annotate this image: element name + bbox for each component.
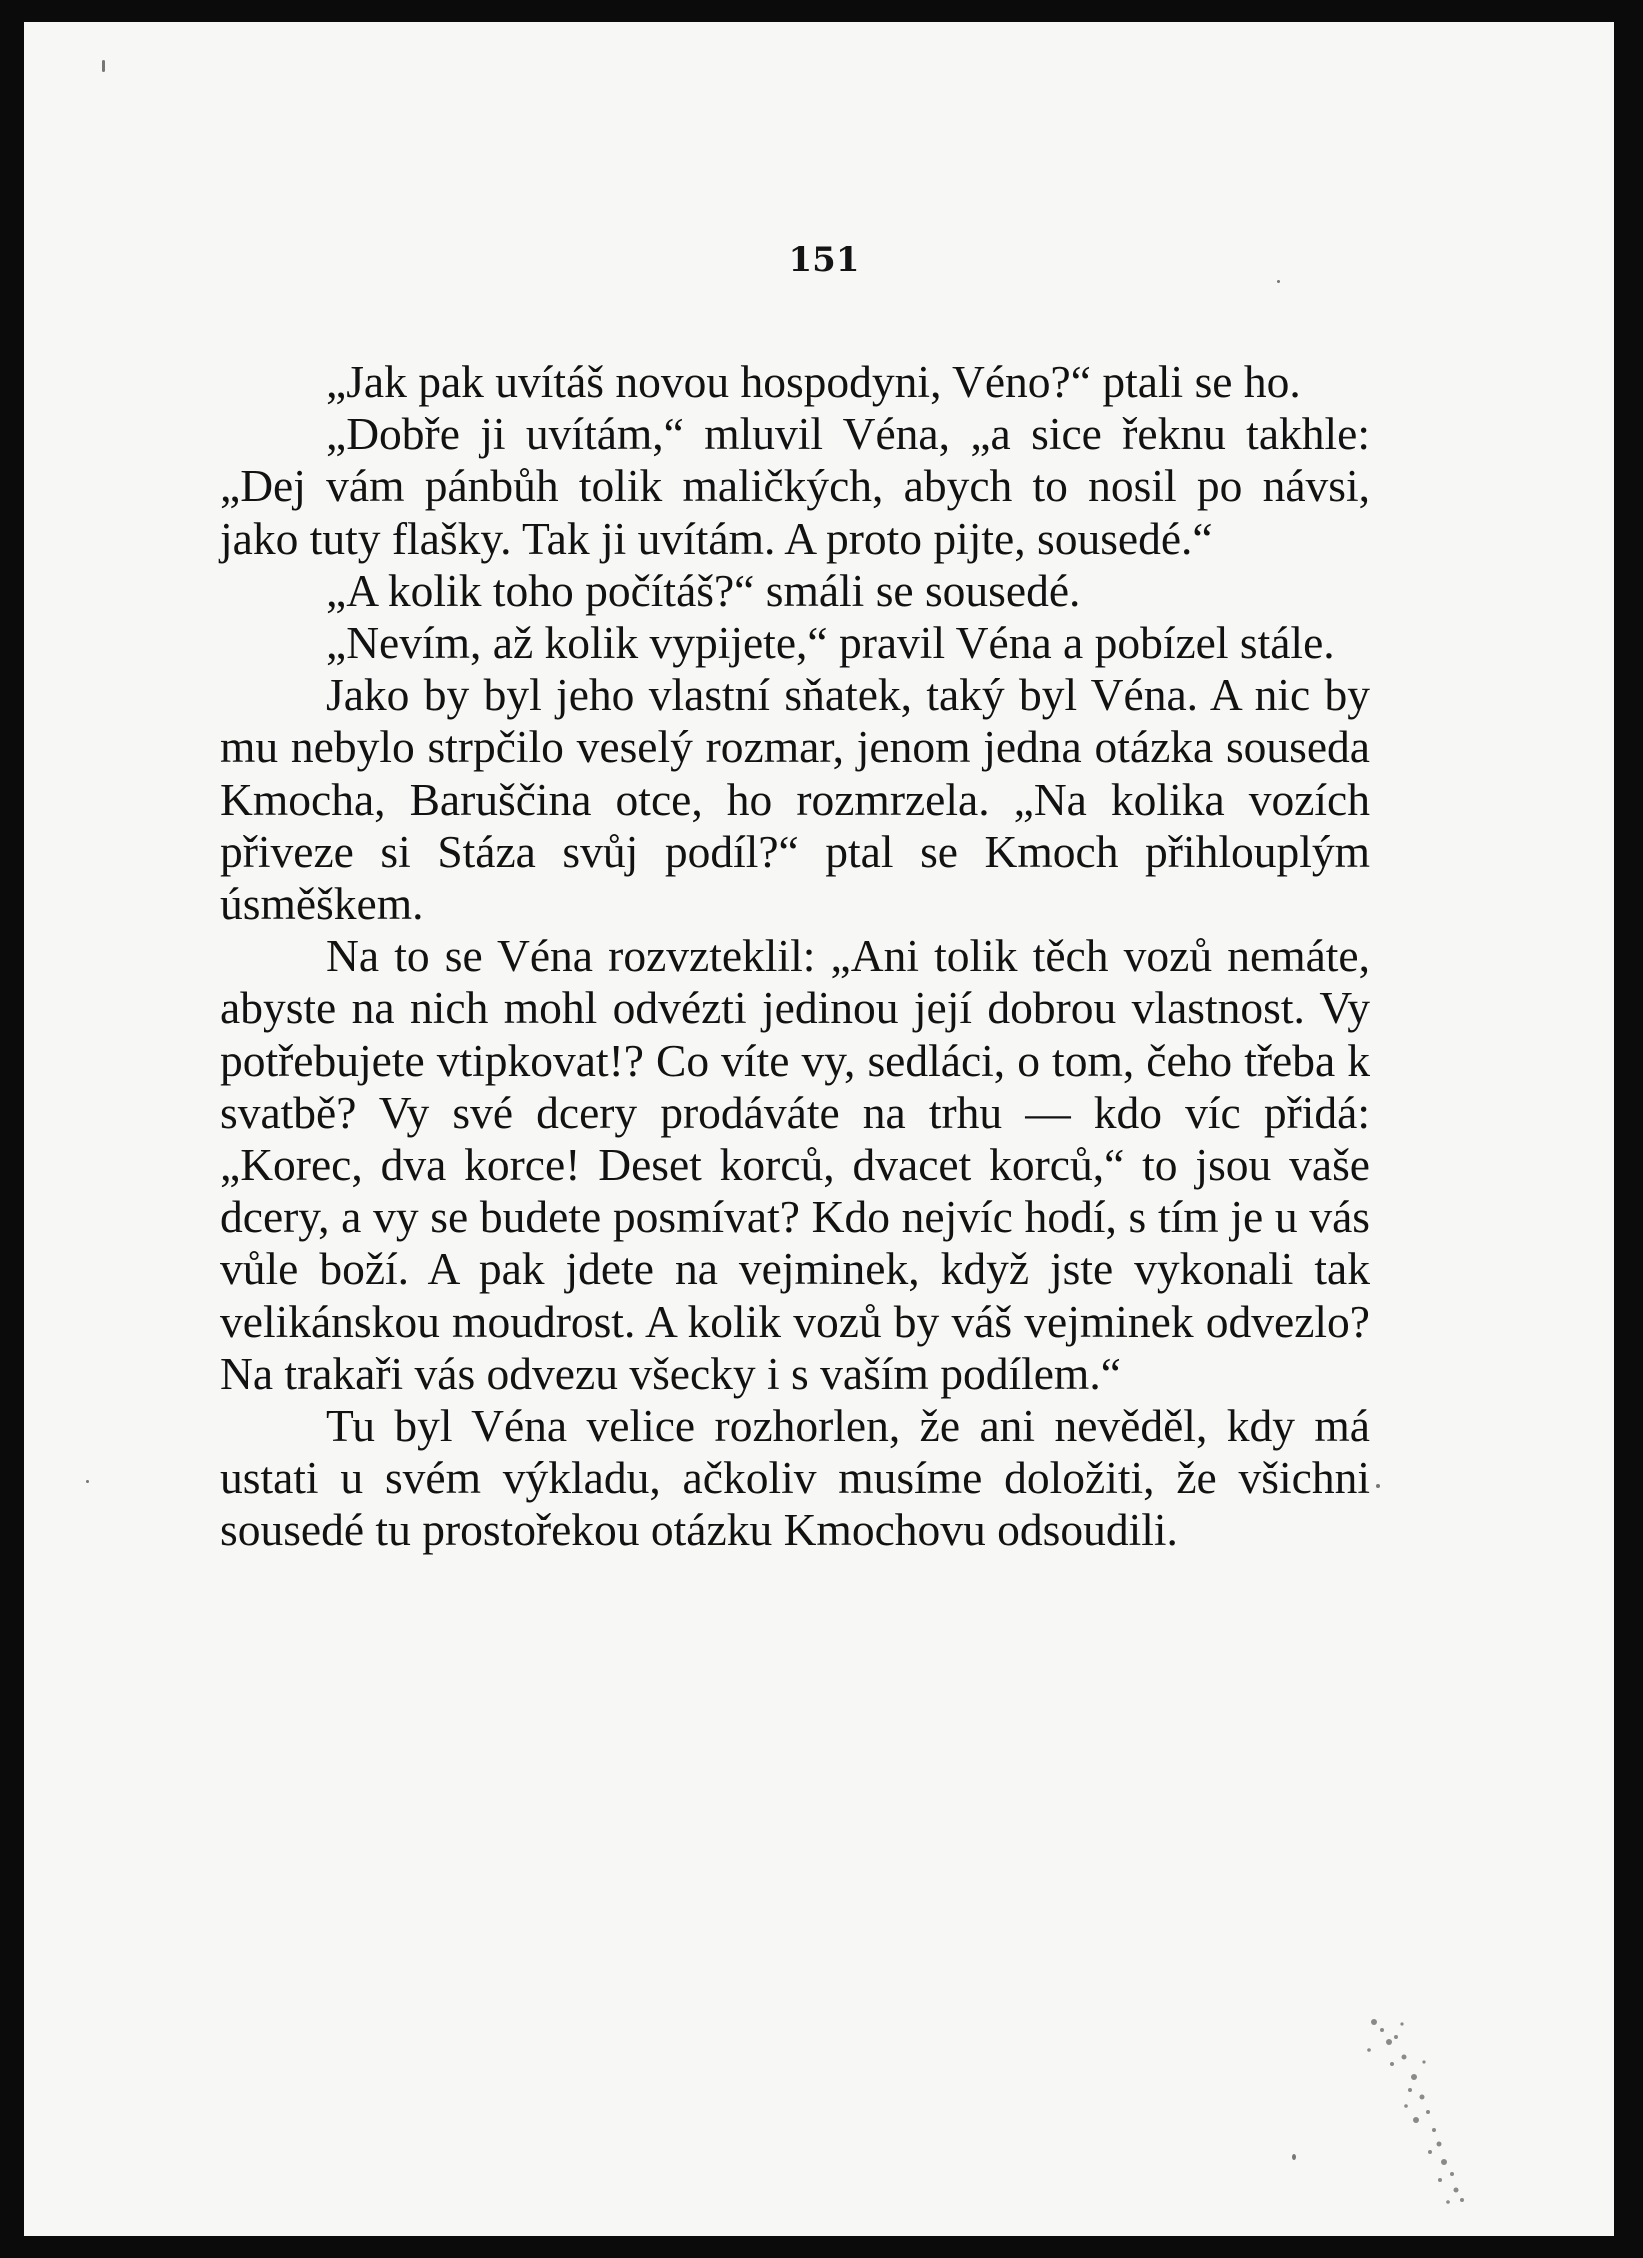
paragraph-2: „Dobře ji uvítám,“ mluvil Véna, „a sice řeknu takhle: „Dej vám pánbůh tolik maličkých, abych to nosil po návsi, jako tuty flašky. Tak ji uvítám. A proto pijte, sousedé.“ [220, 408, 1370, 564]
scan-speck [102, 60, 105, 72]
scan-speck [86, 1480, 89, 1483]
paragraph-6: Na to se Véna rozvzteklil: „Ani tolik těch vozů nemáte, abyste na nich mohl odvézti jedinou její dobrou vlastnost. Vy potřebujete vtipkovat!? Co víte vy, sedláci, o tom, čeho třeba k svatbě? Vy své dcery prodáváte na trhu — kdo víc přidá: „Korec, dva korce! Deset korců, dvacet korců,“ to jsou vaše dcery, a vy se budete posmívat? Kdo nejvíc hodí, s tím je u vás vůle boží. A pak jdete na vejminek, když jste vykonali tak velikánskou moudrost. A kolik vozů by váš vejminek odvezlo? Na trakaři vás odvezu všecky i s vaším podílem.“ [220, 930, 1370, 1399]
scan-speck [1376, 1484, 1380, 1488]
paragraph-7: Tu byl Véna velice rozhorlen, že ani nevěděl, kdy má ustati u svém výkladu, ačkoliv musíme doložiti, že všichni sousedé tu prostořekou otázku Kmochovu odsoudili. [220, 1400, 1370, 1556]
paragraph-4: „Nevím, až kolik vypijete,“ pravil Véna a pobízel stále. [326, 617, 1335, 669]
scan-noise [1344, 2002, 1474, 2212]
page-number: 151 [788, 240, 860, 280]
book-page [24, 22, 1614, 2236]
body-text [220, 356, 1370, 1557]
scan-speck [1292, 2154, 1296, 2160]
scan-speck [1277, 280, 1280, 283]
paragraph-3: „A kolik toho počítáš?“ smáli se sousedé. [326, 564, 1081, 616]
paragraph-5: Jako by byl jeho vlastní sňatek, taký byl Véna. A nic by mu nebylo strpčilo veselý rozmar, jenom jedna otázka souseda Kmocha, Baruščina otce, ho rozmrzela. „Na kolika vozích přiveze si Stáza svůj podíl?“ ptal se Kmoch přihlouplým úsměškem. [220, 669, 1370, 930]
paragraph-1: „Jak pak uvítáš novou hospodyni, Véno?“ ptali se ho. [326, 356, 1301, 407]
